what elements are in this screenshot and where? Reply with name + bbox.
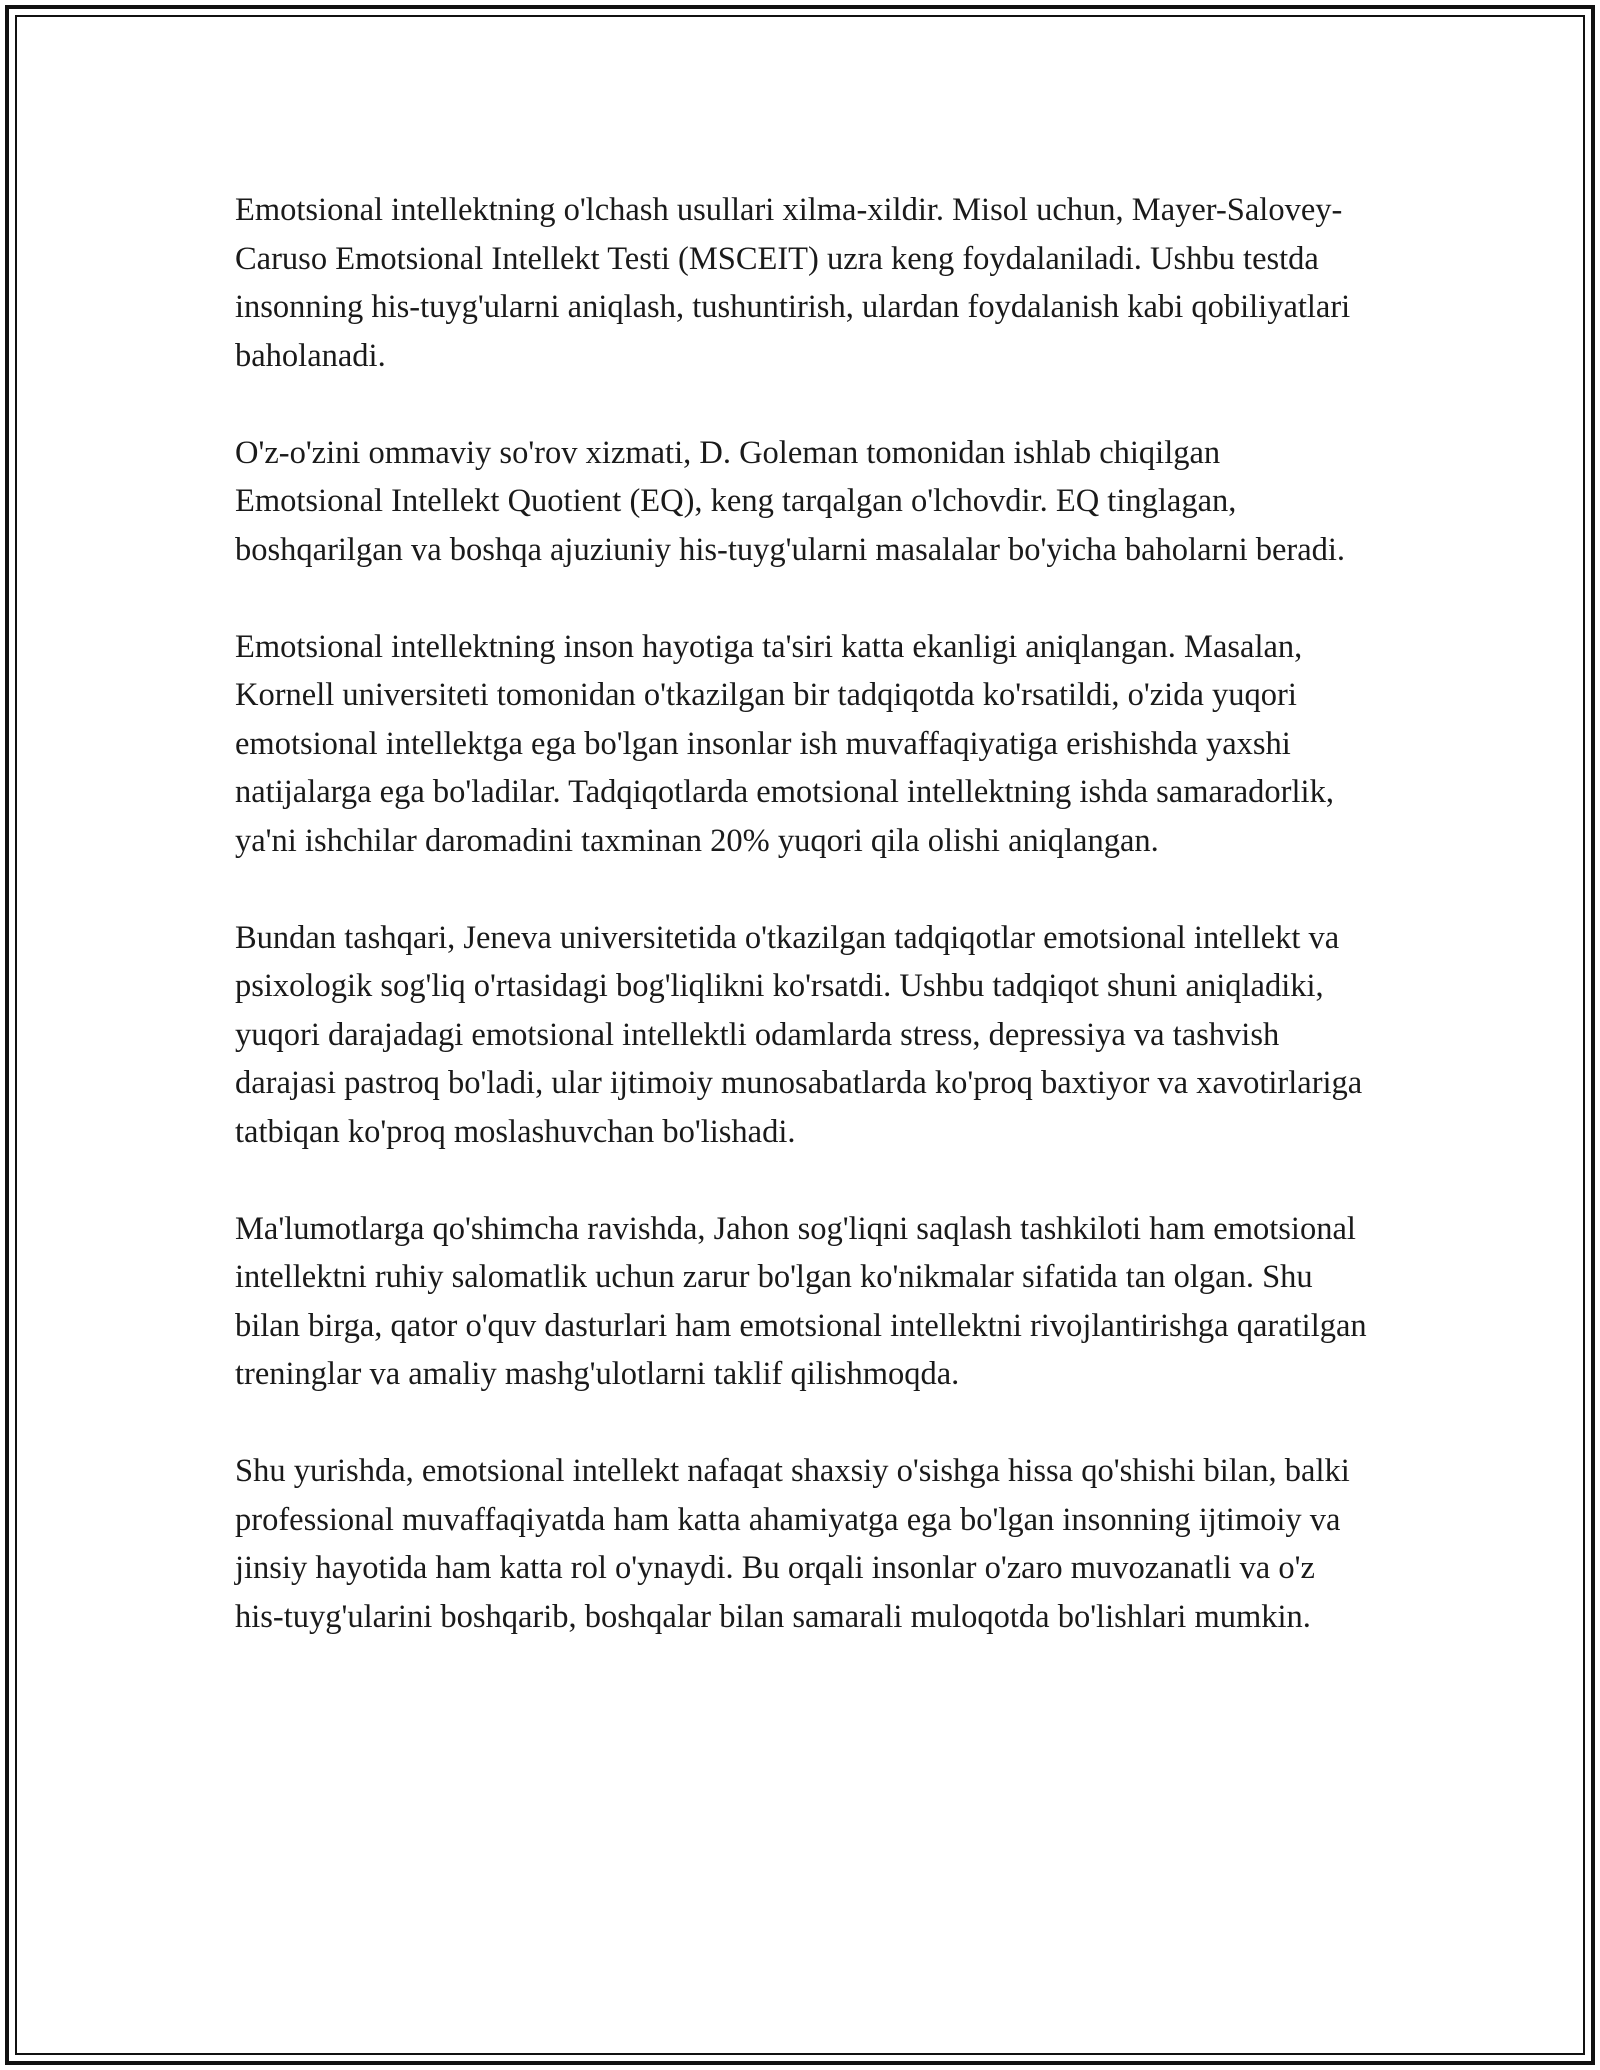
paragraph-5: Ma'lumotlarga qo'shimcha ravishda, Jahon sog'liqni saqlash tashkiloti ham emotsional intellektni ruhiy salomatlik uchun zarur bo'lgan ko'nikmalar sifatida tan olgan. Shu bilan birga, qator o'quv dasturlari ham emotsional intellektni rivojlantirishga qaratilgan treninglar va amaliy mashg'ulotlarni taklif qilishmoqda. (235, 1210, 1367, 1392)
paragraph-3: Emotsional intellektning inson hayotiga ta'siri katta ekanligi aniqlangan. Masalan, Kornell universiteti tomonidan o'tkazilgan bir tadqiqotda ko'rsatildi, o'zida yuqori emotsional intellektga ega bo'lgan insonlar ish muvaffaqiyatiga erishishda yaxshi natijalarga ega bo'ladilar. Tadqiqotlarda emotsional intellektning ishda samaradorlik, ya'ni ishchilar daromadini taxminan 20% yuqori qila olishi aniqlangan. (235, 628, 1334, 859)
paragraph-2: O'z-o'zini ommaviy so'rov xizmati, D. Goleman tomonidan ishlab chiqilgan Emotsional Intellekt Quotient (EQ), keng tarqalgan o'lchovdir. EQ tinglagan, boshqarilgan va boshqa ajuziuniy his-tuyg'ularni masalalar bo'yicha baholarni beradi. (235, 434, 1346, 568)
paragraph-4: Bundan tashqari, Jeneva universitetida o'tkazilgan tadqiqotlar emotsional intellekt va psixologik sog'liq o'rtasidagi bog'liqlikni ko'rsatdi. Ushbu tadqiqot shuni aniqladiki, yuqori darajadagi emotsional intellektli odamlarda stress, depressiya va tashvish darajasi pastroq bo'ladi, ular ijtimoiy munosabatlarda ko'proq baxtiyor va xavotirlariga tatbiqan ko'proq moslashuvchan bo'lishadi. (235, 919, 1363, 1150)
paragraph-6: Shu yurishda, emotsional intellekt nafaqat shaxsiy o'sishga hissa qo'shishi bilan, balki professional muvaffaqiyatda ham katta ahamiyatga ega bo'lgan insonning ijtimoiy va jinsiy hayotida ham katta rol o'ynaydi. Bu orqali insonlar o'zaro muvozanatli va o'z his-tuyg'ularini boshqarib, boshqalar bilan samarali muloqotda bo'lishlari mumkin. (235, 1453, 1350, 1635)
document-body (235, 186, 1370, 1641)
paragraph-1: Emotsional intellektning o'lchash usullari xilma-xildir. Misol uchun, Mayer-Salovey-Caruso Emotsional Intellekt Testi (MSCEIT) uzra keng foydalaniladi. Ushbu testda insonning his-tuyg'ularni aniqlash, tushuntirish, ulardan foydalanish kabi qobiliyatlari baholanadi. (235, 192, 1351, 374)
